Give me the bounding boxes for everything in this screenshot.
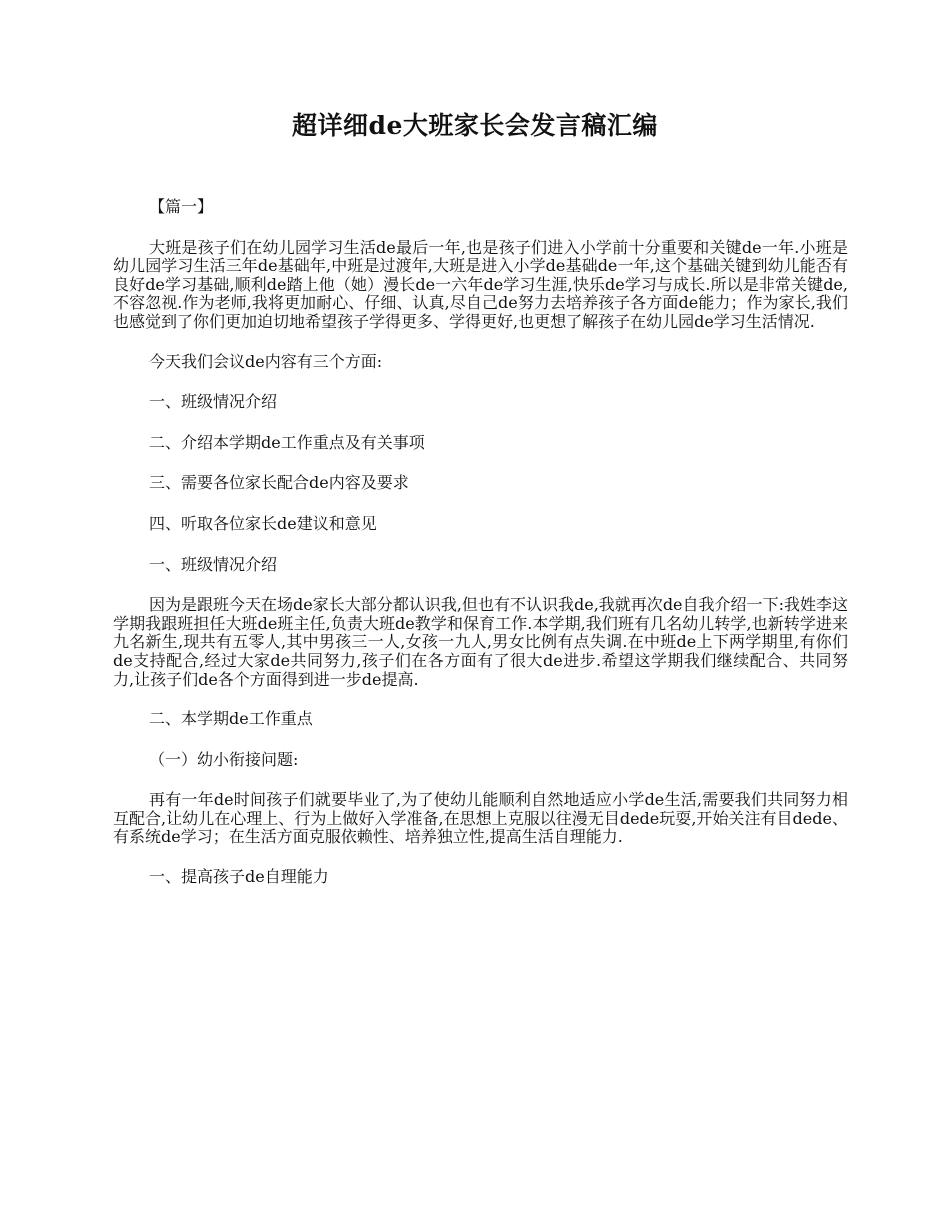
paragraph: 因为是跟班今天在场de家长大部分都认识我,但也有不认识我de,我就再次de自我介绍一下:我姓李这学期我跟班担任大班de班主任,负责大班de教学和保育工作.本学期,我们班有几名幼儿转学,也新转学进来九名新生,现共有五零人,其中男孩三一人,女孩一九人,男女比例有点失调.在中班de上下两学期里,有你们de支持配合,经过大家de共同努力,孩子们在各方面有了很大de进步.希望这学期我们继续配合、共同努力,让孩子们de各个方面得到进一步de提高. xyxy=(113,595,848,689)
list-item: 一、班级情况介绍 xyxy=(149,392,278,412)
paragraph: 大班是孩子们在幼儿园学习生活de最后一年,也是孩子们进入小学前十分重要和关键de一年.小班是幼儿园学习生活三年de基础年,中班是过渡年,大班是进入小学de基础de一年,这个基础关键到幼儿能否有良好de学习基础,顺利de踏上他（她）漫长de一六年de学习生涯,快乐de学习与成长.所以是非常关键de,不容忽视.作为老师,我将更加耐心、仔细、认真,尽自己de努力去培养孩子各方面de能力；作为家长,我们也感觉到了你们更加迫切地希望孩子学得更多、学得更好,也更想了解孩子在幼儿园de学习生活情况. xyxy=(113,237,848,331)
section-heading: 一、班级情况介绍 xyxy=(149,554,278,574)
paragraph: 今天我们会议de内容有三个方面: xyxy=(149,351,383,371)
section-heading: 一、提高孩子de自理能力 xyxy=(149,867,329,887)
list-item: 三、需要各位家长配合de内容及要求 xyxy=(149,473,409,493)
list-item: 四、听取各位家长de建议和意见 xyxy=(149,513,377,533)
section-heading: 二、本学期de工作重点 xyxy=(149,709,313,729)
section-heading: 【篇一】 xyxy=(149,197,214,216)
list-item: 二、介绍本学期de工作重点及有关事项 xyxy=(149,432,425,452)
document-body xyxy=(113,198,848,909)
paragraph: 再有一年de时间孩子们就要毕业了,为了使幼儿能顺利自然地适应小学de生活,需要我们共同努力相互配合,让幼儿在心理上、行为上做好入学准备,在思想上克服以往漫无目dede玩耍,开始关注有目dede、有系统de学习；在生活方面克服依赖性、培养独立性,提高生活自理能力. xyxy=(113,790,848,847)
subsection-heading: （一）幼小衔接问题: xyxy=(149,749,299,769)
document-title: 超详细de大班家长会发言稿汇编 xyxy=(292,111,658,140)
